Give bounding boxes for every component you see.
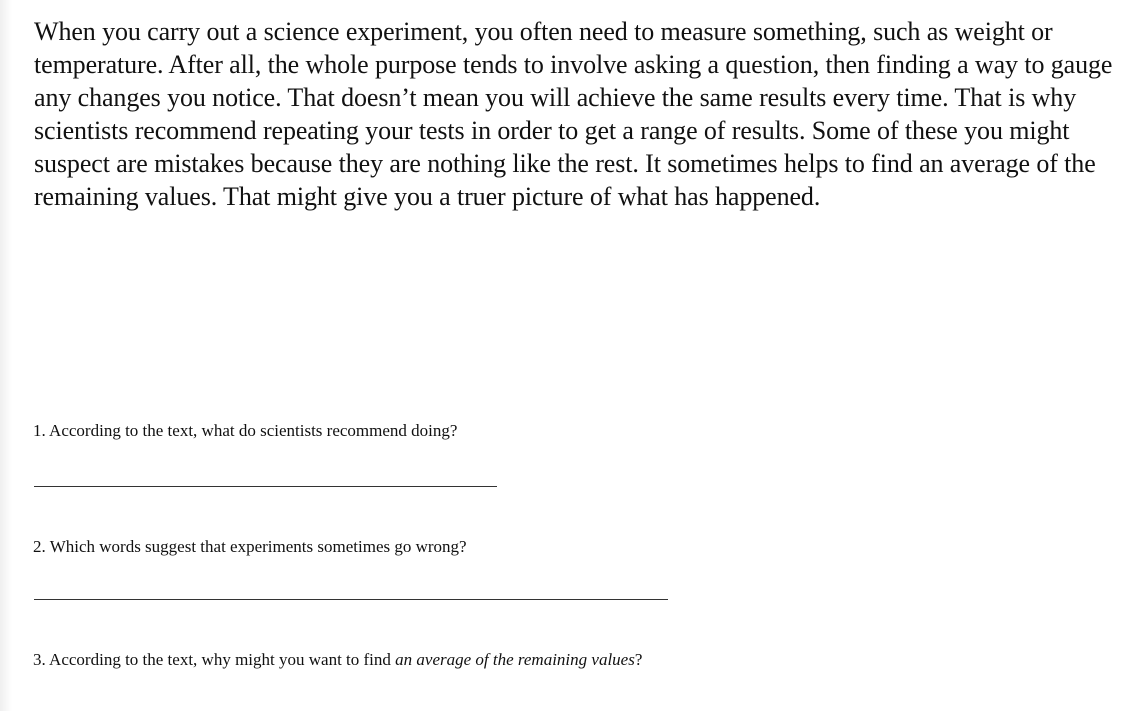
page-edge-shadow <box>0 0 12 711</box>
question-3-suffix: ? <box>634 650 643 669</box>
question-3-prefix: 3. According to the text, why might you want to find <box>33 650 396 669</box>
answer-line-2[interactable] <box>34 599 668 600</box>
question-2: 2. Which words suggest that experiments sometimes go wrong? <box>33 537 467 556</box>
question-1: 1. According to the text, what do scientists recommend doing? <box>33 421 458 440</box>
question-3-emphasis: an average of the remaining values <box>395 650 635 669</box>
reading-passage: When you carry out a science experiment, you often need to measure something, such as weight or temperature. After all, the whole purpose tends to involve asking a question, then finding a way to gauge any changes you notice. That doesn’t mean you will achieve the same results every time. That is why scientists recommend repeating your tests in order to get a range of results. Some of these you might suspect are mistakes because they are nothing like the rest. It sometimes helps to find an average of the remaining values. That might give you a truer picture of what has happened. <box>34 17 1113 211</box>
question-3 <box>33 649 642 671</box>
answer-line-1[interactable] <box>34 486 497 487</box>
